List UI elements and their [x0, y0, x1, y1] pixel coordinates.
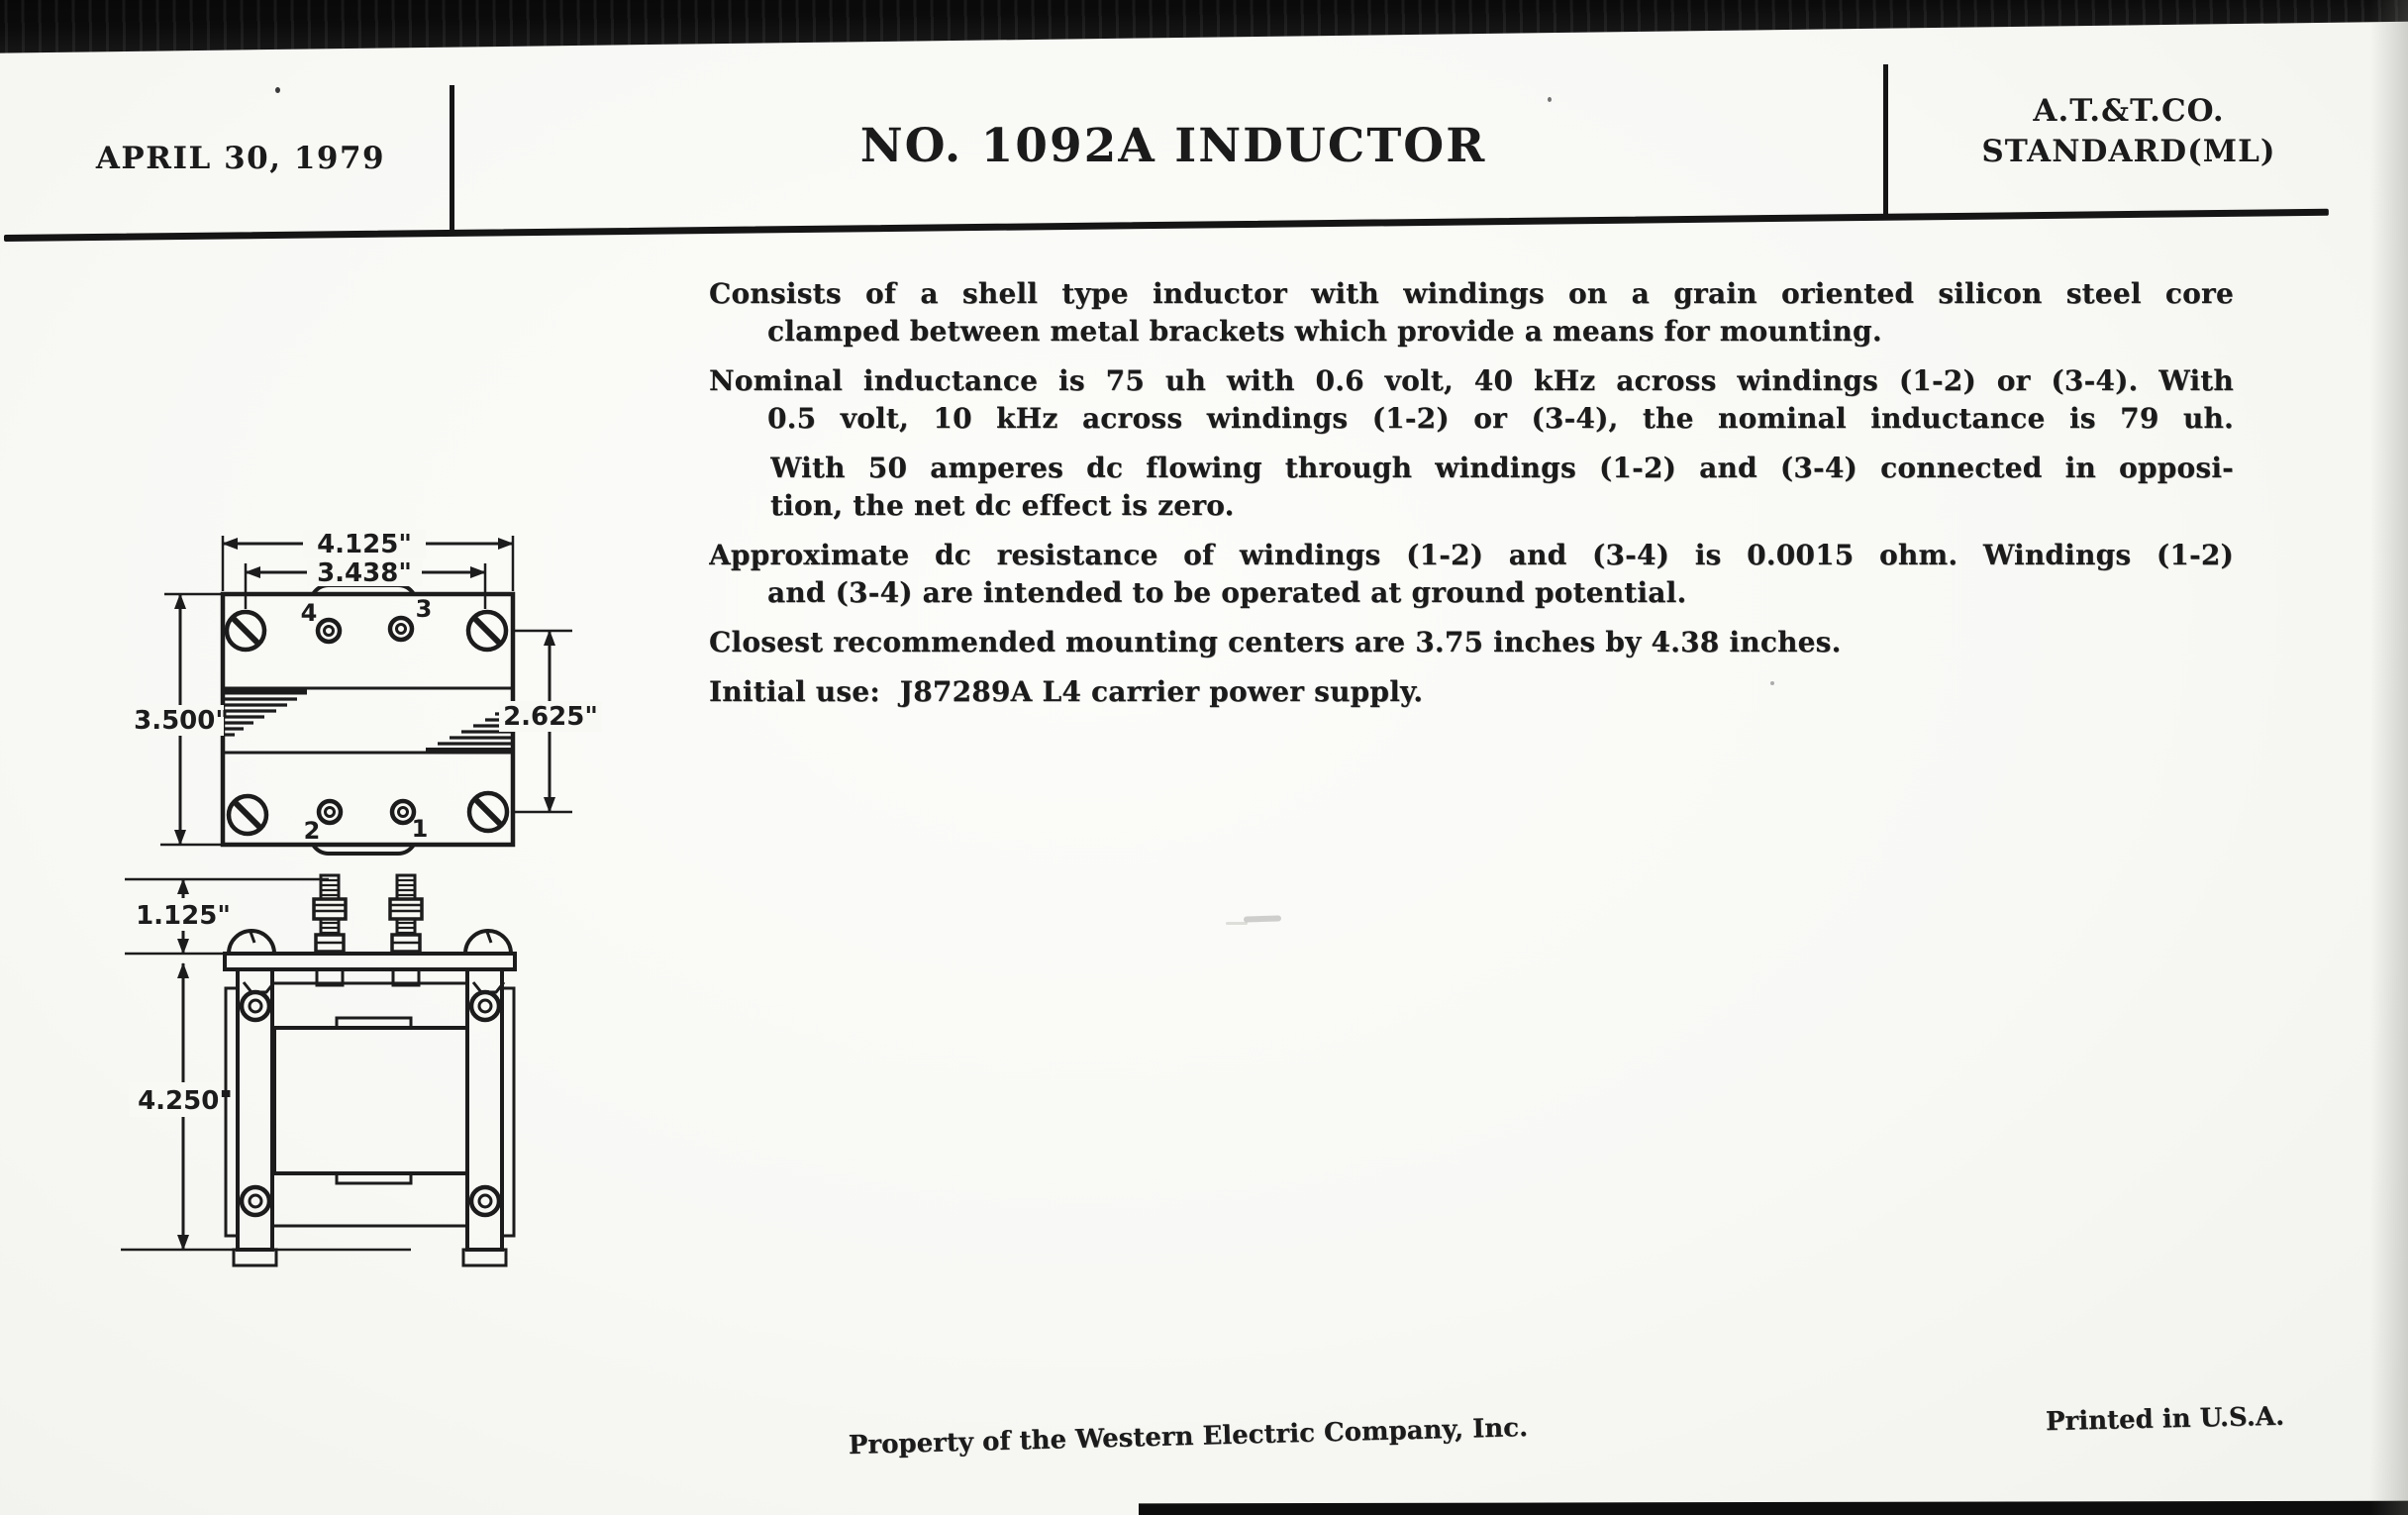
scan-black-band-top — [0, 0, 2408, 53]
terminal-label-4: 4 — [300, 599, 318, 627]
body-line: tion, the net dc effect is zero. — [770, 489, 1235, 522]
issue-date: APRIL 30, 1979 — [95, 141, 386, 176]
org-name: A.T.&T.CO. — [2033, 93, 2225, 129]
svg-text:4.250": 4.250" — [138, 1086, 233, 1116]
svg-text:3.500": 3.500" — [134, 706, 229, 736]
svg-text:4.125": 4.125" — [317, 530, 412, 559]
org-standard-block — [1931, 91, 2327, 172]
header-divider-left — [450, 85, 454, 235]
body-line: With 50 amperes dc flowing through windings (1-2) and (3-4) connected in opposi- — [770, 452, 2234, 484]
body-line: 0.5 volt, 10 kHz across windings (1-2) or (3-4), the nominal inductance is 79 uh. — [767, 402, 2234, 435]
core-hatch-left — [223, 692, 307, 735]
top-view-drawing — [134, 530, 614, 888]
scan-edge-shadow — [2370, 0, 2408, 1515]
property-notice: Property of the Western Electric Company, Inc. — [848, 1413, 1529, 1461]
dim-height-overall — [134, 594, 229, 845]
terminal-label-1: 1 — [411, 815, 429, 843]
dim-width-terminals — [246, 558, 485, 609]
org-standard: STANDARD(ML) — [1981, 134, 2276, 169]
paragraph — [770, 450, 2234, 525]
paragraph — [709, 673, 2234, 711]
paragraph — [709, 624, 2234, 661]
winding-terminals — [318, 618, 414, 823]
body-line: and (3-4) are intended to be operated at ground potential. — [767, 576, 1687, 609]
body-line: Closest recommended mounting centers are 3.75 inches by 4.38 inches. — [709, 626, 1842, 658]
paragraph — [709, 275, 2234, 351]
svg-text:1.125": 1.125" — [136, 901, 231, 931]
corner-screws — [227, 612, 507, 834]
svg-text:2.625": 2.625" — [503, 702, 598, 732]
body-line: Consists of a shell type inductor with windings on a grain oriented silicon steel core — [709, 277, 2234, 310]
header-rule — [4, 209, 2329, 242]
scan-smudge — [1244, 915, 1281, 922]
body-paragraphs — [709, 275, 2234, 711]
paragraph — [709, 537, 2234, 612]
body-line: Nominal inductance is 75 uh with 0.6 volt, 40 kHz across windings (1-2) or (3-4). With — [709, 364, 2234, 397]
page-title: NO. 1092A INDUCTOR — [859, 119, 1487, 173]
front-view-drawing — [99, 871, 614, 1297]
top-clamp-plate — [225, 931, 515, 969]
scan-black-band-bottom — [1139, 1501, 2408, 1515]
paragraph — [709, 362, 2234, 438]
body-line: Initial use: J87289A L4 carrier power supply. — [709, 675, 1424, 708]
header-divider-right — [1883, 64, 1888, 218]
scan-speck — [275, 87, 280, 93]
terminal-label-2: 2 — [303, 817, 321, 845]
core-coil-face — [272, 983, 467, 1226]
bracket-bolts — [242, 992, 499, 1215]
terminal-label-3: 3 — [415, 595, 433, 623]
body-line: Approximate dc resistance of windings (1-2) and (3-4) is 0.0015 ohm. Windings (1-2) — [709, 539, 2234, 571]
svg-text:3.438": 3.438" — [317, 558, 412, 588]
scan-smudge — [1226, 922, 1248, 925]
body-line: clamped between metal brackets which provide a means for mounting. — [767, 315, 1882, 348]
scan-speck — [1548, 97, 1552, 102]
printed-in-usa: Printed in U.S.A. — [2045, 1401, 2285, 1438]
